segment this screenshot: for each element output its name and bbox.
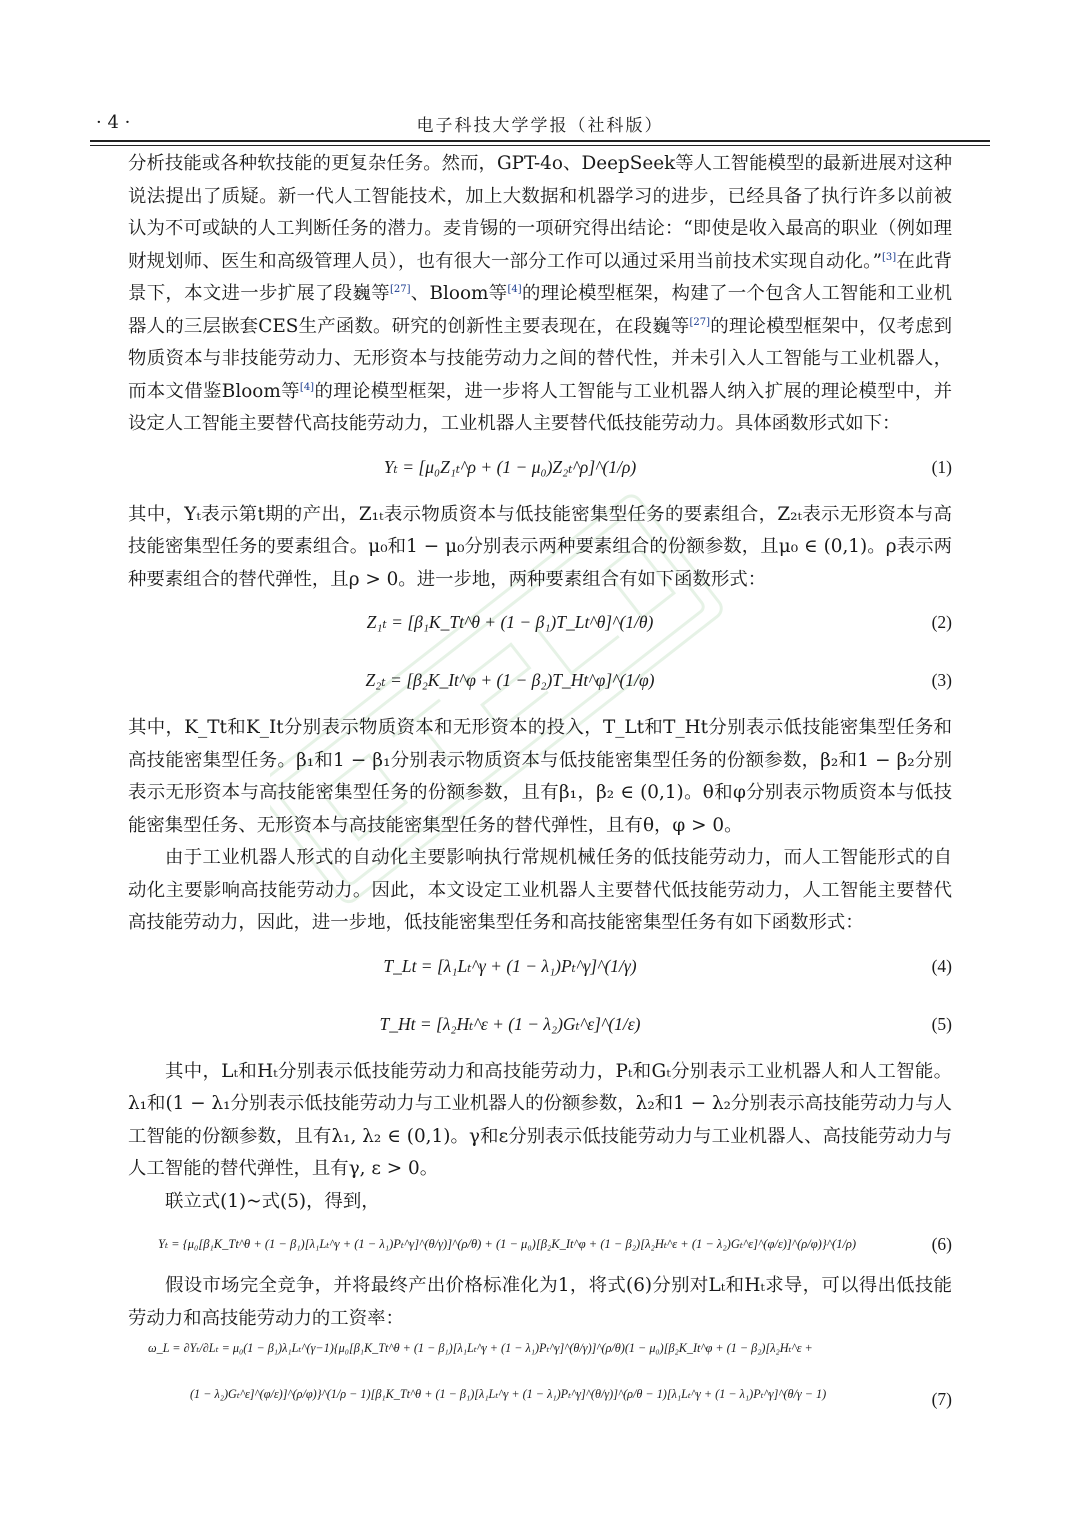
equation-5: [128, 998, 952, 1056]
citation-link[interactable]: [4]: [299, 381, 315, 393]
paragraph-4: 由于工业机器人形式的自动化主要影响执行常规机械任务的低技能劳动力，而人工智能形式的自动化主要影响高技能劳动力。因此，本文设定工业机器人主要替代低技能劳动力，人工智能主要替代高技能劳动力，因此，进一步地，低技能密集型任务和高技能密集型任务有如下函数形式：: [128, 847, 952, 933]
paragraph-7: 假设市场完全竞争，并将最终产出价格标准化为1，将式(6)分别对Lₜ和Hₜ求导，可以得出低技能劳动力和高技能劳动力的工资率：: [128, 1275, 952, 1329]
equation-3-expression: Z₂ₜ = [β₂K_It^φ + (1 − β₂)T_Ht^φ]^(1/φ): [365, 670, 655, 690]
equation-3: [128, 654, 952, 712]
citation-link[interactable]: [27]: [689, 316, 711, 328]
page-number: · 4 ·: [96, 112, 131, 133]
equation-1-expression: Yₜ = [μ₀Z₁ₜ^ρ + (1 − μ₀)Z₂ₜ^ρ]^(1/ρ): [383, 456, 637, 477]
equation-4-expression: T_Lt = [λ₁Lₜ^γ + (1 − λ₁)Pₜ^γ]^(1/γ): [383, 955, 637, 976]
paragraph-3: 其中，K_Tt和K_It分别表示物质资本和无形资本的投入，T_Lt和T_Ht分别表示低技能密集型任务和高技能密集型任务。β₁和1 − β₁分别表示物质资本与低技能密集型任务的份额参数，β₂和1 − β₂分别表示无形资本与高技能密集型任务的份额参数，且有β₁，β₂ ∈ (0,1)。θ和φ分别表示物质资本与低技能密集型任务、无形资本与高技能密集型任务的替代弹性，且有θ，φ > 0。: [128, 717, 952, 836]
running-header: [90, 108, 990, 138]
equation-7: [128, 1335, 952, 1427]
paragraph-2: 其中，Yₜ表示第t期的产出，Z₁ₜ表示物质资本与低技能密集型任务的要素组合，Z₂ₜ表示无形资本与高技能密集型任务的要素组合。μ₀和1 − μ₀分别表示两种要素组合的份额参数，且μ₀ ∈ (0,1)。ρ表示两种要素组合的替代弹性，且ρ > 0。进一步地，两种要素组合有如下函数形式：: [128, 503, 952, 590]
equation-5-expression: T_Ht = [λ₂Hₜ^ε + (1 − λ₂)Gₜ^ε]^(1/ε): [379, 1013, 641, 1034]
equation-4: [128, 940, 952, 998]
equation-1: [128, 441, 952, 499]
citation-link[interactable]: [27]: [389, 284, 411, 295]
equation-7-number: (7): [931, 1389, 952, 1409]
equation-1-number: (1): [931, 456, 952, 477]
paragraph-6: 联立式(1)~式(5)，得到，: [165, 1190, 380, 1212]
equation-3-number: (3): [931, 670, 952, 690]
citation-link[interactable]: [4]: [507, 284, 522, 295]
equation-2-number: (2): [931, 612, 952, 632]
journal-title: 电子科技大学学报（社科版）: [416, 116, 664, 136]
header-rule-thin: [90, 145, 990, 146]
paragraph-5: 其中，Lₜ和Hₜ分别表示低技能劳动力和高技能劳动力，Pₜ和Gₜ分别表示工业机器人和人工智能。λ₁和(1 − λ₁分别表示低技能劳动力与工业机器人的份额参数，λ₂和1 − λ₂分别表示高技能劳动力与人工智能的份额参数，且有λ₁, λ₂ ∈ (0,1)。γ和ε分别表示低技能劳动力与工业机器人、高技能劳动力与人工智能的替代弹性，且有γ, ε > 0。: [128, 1060, 952, 1179]
equation-7-line-1: ω_L = ∂Yₜ/∂Lₜ = μ₀(1 − β₁)λ₁Lₜ^(γ−1){μ₀[β₁K_Tt^θ + (1 − β₁)[λ₁Lₜ^γ + (1 − λ₁)Pₜ^γ]^(θ/γ)]^(ρ/θ)(1 − μ₀)[β₂K_It^φ + (1 − β₂)[λ₂Hₜ^ε +: [148, 1341, 813, 1355]
equation-7-line-2: (1 − λ₂)Gₜ^ε]^(φ/ε)]^(ρ/φ)}^(1/ρ − 1)[β₁K_Tt^θ + (1 − β₁)[λ₁Lₜ^γ + (1 − λ₁)Pₜ^γ]^(θ/γ)]^(ρ/θ − 1)[λ₁Lₜ^γ + (1 − λ₁)Pₜ^γ]^(θ/γ − 1): [190, 1387, 827, 1401]
equation-6: [128, 1218, 952, 1270]
header-rule-thick: [90, 140, 990, 142]
equation-2-expression: Z₁ₜ = [β₁K_Tt^θ + (1 − β₁)T_Lt^θ]^(1/θ): [366, 612, 654, 632]
equation-5-number: (5): [931, 1013, 952, 1034]
article-body: [128, 148, 952, 1427]
equation-6-number: (6): [931, 1234, 952, 1254]
equation-6-expression: Yₜ = {μ₀[β₁K_Tt^θ + (1 − β₁)[λ₁Lₜ^γ + (1 − λ₁)Pₜ^γ]^(θ/γ)]^(ρ/θ) + (1 − μ₀)[β₂K_It^φ + (1 − β₂)[λ₂Hₜ^ε + (1 − λ₂)Gₜ^ε]^(φ/ε)]^(ρ/φ)}^(1/ρ): [158, 1237, 857, 1251]
paragraph-1: 分析技能或各种软技能的更复杂任务。然而，GPT-4o、DeepSeek等人工智能模型的最新进展对这种说法提出了质疑。新一代人工智能技术，加上大数据和机器学习的进步，已经具备了执行许多以前被认为不可或缺的人工判断任务的潜力。麦肯锡的一项研究得出结论：“即使是收入最高的职业（例如理财规划师、医生和高级管理人员），也有很大一部分工作可以通过采用当前技术实现自动化。”[3]在此背景下，本文进一步扩展了段巍等[27]、Bloom等[4]的理论模型框架，构建了一个包含人工智能和工业机器人的三层嵌套CES生产函数。研究的创新性主要表现在，在段巍等[27]的理论模型框架中，仅考虑到物质资本与非技能劳动力、无形资本与技能劳动力之间的替代性，并未引入人工智能与工业机器人，而本文借鉴Bloom等[4]的理论模型框架，进一步将人工智能与工业机器人纳入扩展的理论模型中，并设定人工智能主要替代高技能劳动力，工业机器人主要替代低技能劳动力。具体函数形式如下：: [128, 153, 952, 434]
citation-link[interactable]: [3]: [881, 251, 897, 263]
equation-4-number: (4): [931, 955, 952, 976]
equation-2: [128, 596, 952, 654]
